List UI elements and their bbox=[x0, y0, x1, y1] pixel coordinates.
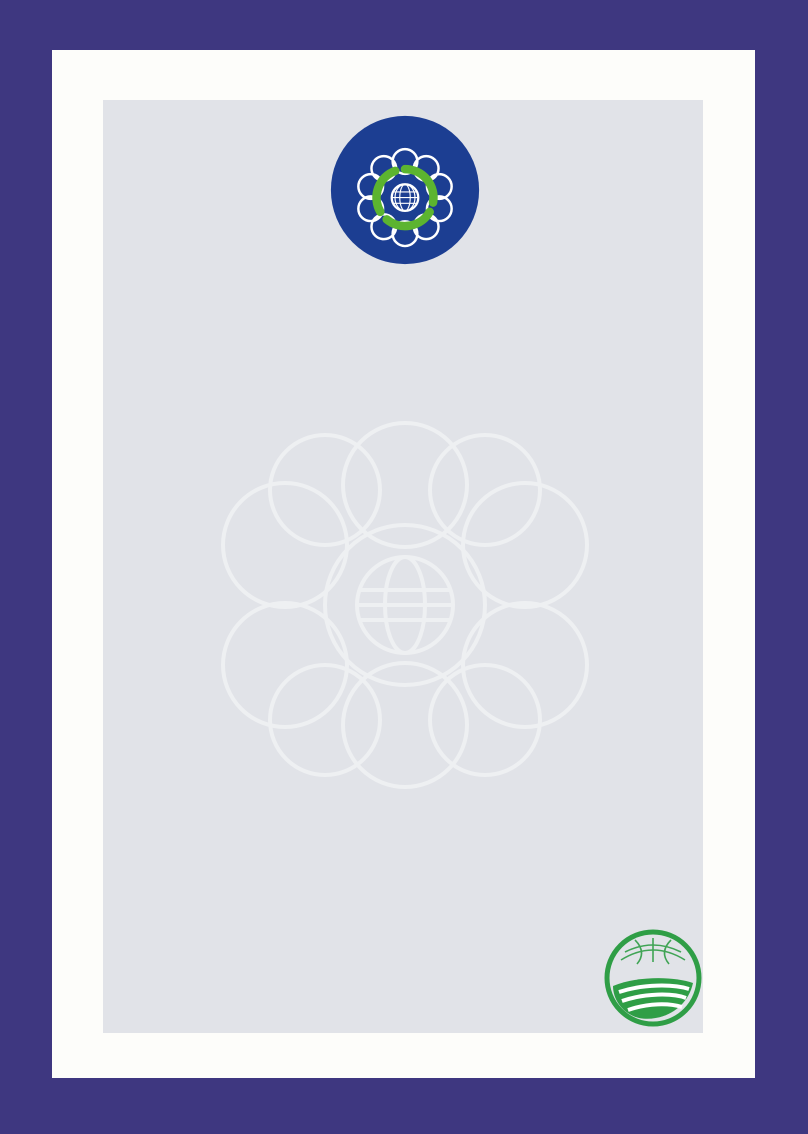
type-iii-environmental-declarations-logo bbox=[329, 114, 481, 266]
cec-globe-lines bbox=[621, 938, 685, 964]
logo-globe-icon bbox=[392, 184, 419, 211]
emblem-watermark bbox=[195, 390, 615, 820]
certificate-body bbox=[103, 100, 703, 1033]
cec-logo bbox=[597, 926, 709, 1032]
